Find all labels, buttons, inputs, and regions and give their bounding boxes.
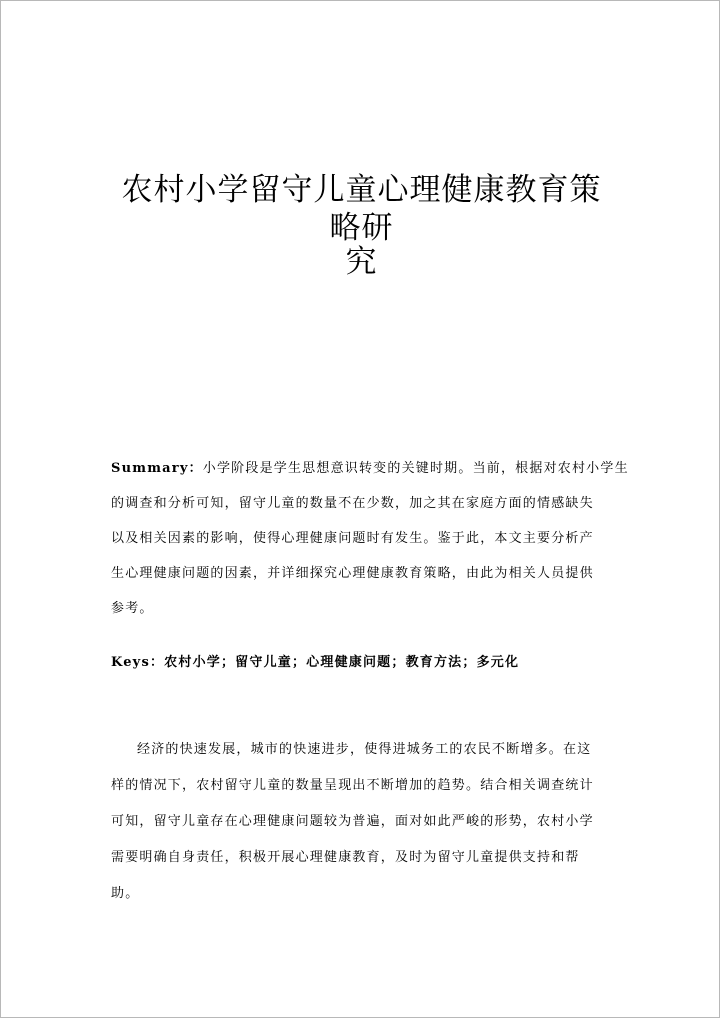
intro-line-5: 助。 — [111, 886, 140, 901]
summary-text: 小学阶段是学生思想意识转变的关键时期。当前，根据对农村小学生 — [202, 461, 629, 476]
summary-line-5: 参考。 — [111, 601, 154, 616]
summary-line-3: 以及相关因素的影响，使得心理健康问题时有发生。鉴于此，本文主要分析产 — [111, 531, 594, 546]
summary-line-4: 生心理健康问题的因素，并详细探究心理健康教育策略，由此为相关人员提供 — [111, 566, 594, 581]
intro-line-2: 样的情况下，农村留守儿童的数量呈现出不断增加的趋势。结合相关调查统计 — [111, 778, 594, 793]
title-line-1: 农村小学留守儿童心理健康教育策略研 — [121, 172, 602, 246]
keywords-line — [111, 651, 519, 670]
intro-line-3: 可知，留守儿童存在心理健康问题较为普遍，面对如此严峻的形势，农村小学 — [111, 814, 594, 829]
summary-line-2: 的调查和分析可知，留守儿童的数量不在少数，加之其在家庭方面的情感缺失 — [111, 496, 594, 511]
summary-line-1 — [111, 457, 629, 476]
intro-line-1: 经济的快速发展，城市的快速进步，使得进城务工的农民不断增多。在这 — [137, 742, 592, 757]
summary-label: Summary： — [111, 461, 203, 476]
keywords-label: Keys： — [111, 655, 165, 670]
intro-line-4: 需要明确自身责任，积极开展心理健康教育，及时为留守儿童提供支持和帮 — [111, 850, 580, 865]
title-line-2: 究 — [345, 244, 378, 280]
keywords-text: 农村小学；留守儿童；心理健康问题；教育方法；多元化 — [164, 655, 520, 670]
